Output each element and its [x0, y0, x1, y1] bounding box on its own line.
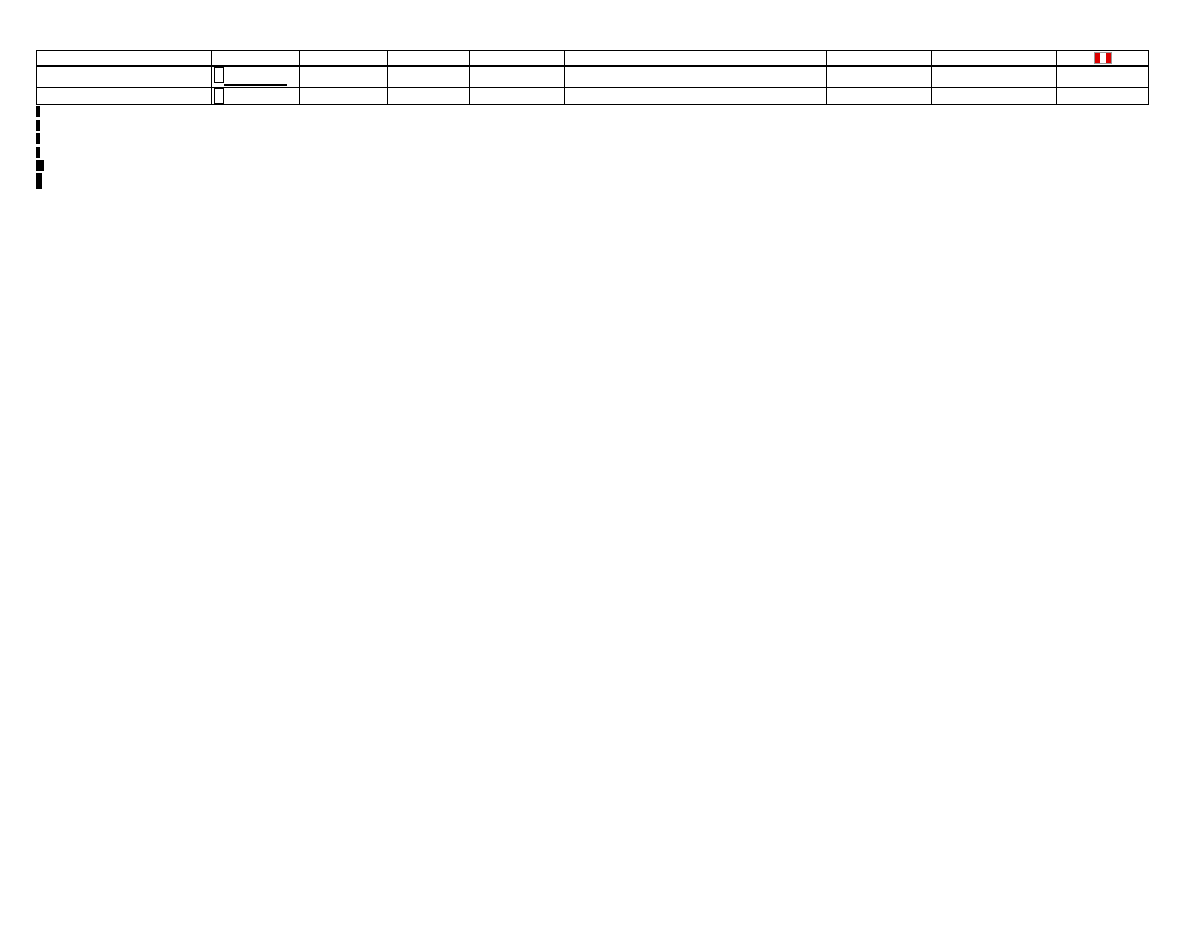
drug-name-line: [39, 88, 209, 101]
drug-interactions-note: [36, 146, 1148, 160]
equiv-dose-cell: [212, 67, 300, 88]
col-equiv: [212, 51, 300, 66]
col-peak: [300, 51, 388, 66]
marker-icon: [36, 173, 42, 189]
comments-cell: [565, 88, 827, 105]
abbreviations-note: [36, 173, 1148, 189]
peak-cell: [300, 67, 388, 88]
drug-name-cell: [37, 88, 212, 105]
footer-notes: [36, 105, 1148, 189]
half-life-cell: [388, 88, 470, 105]
equiv-dose-line: [214, 67, 297, 83]
col-name: [37, 51, 212, 66]
col-comments: [565, 51, 827, 66]
equiv-dose-line: [214, 88, 297, 104]
side-effects-note: [36, 105, 1148, 119]
chart-page: [36, 0, 1186, 189]
metabolites-cell: [470, 67, 565, 88]
usual-dose-cell: [932, 88, 1057, 105]
overdose-note: [36, 159, 1148, 173]
pregnancy-note: [224, 84, 287, 86]
col-init: [827, 51, 932, 66]
drug-row: [37, 88, 1149, 105]
peak-cell: [300, 88, 388, 105]
title-bar: [36, 34, 1186, 50]
col-half: [388, 51, 470, 66]
cost-cell: [1057, 88, 1149, 105]
pregnancy-category-icon: [214, 67, 224, 83]
equiv-dose-cell: [212, 88, 300, 105]
drug-name-cell: [37, 67, 212, 88]
usual-dose-cell: [932, 67, 1057, 88]
cost-cell: [1057, 67, 1149, 88]
comments-cell: [565, 67, 827, 88]
length-of-therapy-note: [36, 132, 1148, 146]
initial-dose-cell: [827, 67, 932, 88]
col-cost: [1057, 51, 1149, 66]
metabolites-cell: [470, 88, 565, 105]
pregnancy-category-icon: [214, 88, 224, 104]
initial-dose-cell: [827, 88, 932, 105]
drug-row: [37, 67, 1149, 88]
drug-name-line: [39, 67, 209, 80]
half-life-cell: [388, 67, 470, 88]
canada-flag-icon: [1094, 52, 1112, 64]
comparison-table: [36, 50, 1149, 105]
withdrawal-note: [36, 119, 1148, 133]
col-metabolites: [470, 51, 565, 66]
header-row: [37, 51, 1149, 66]
col-usual: [932, 51, 1057, 66]
